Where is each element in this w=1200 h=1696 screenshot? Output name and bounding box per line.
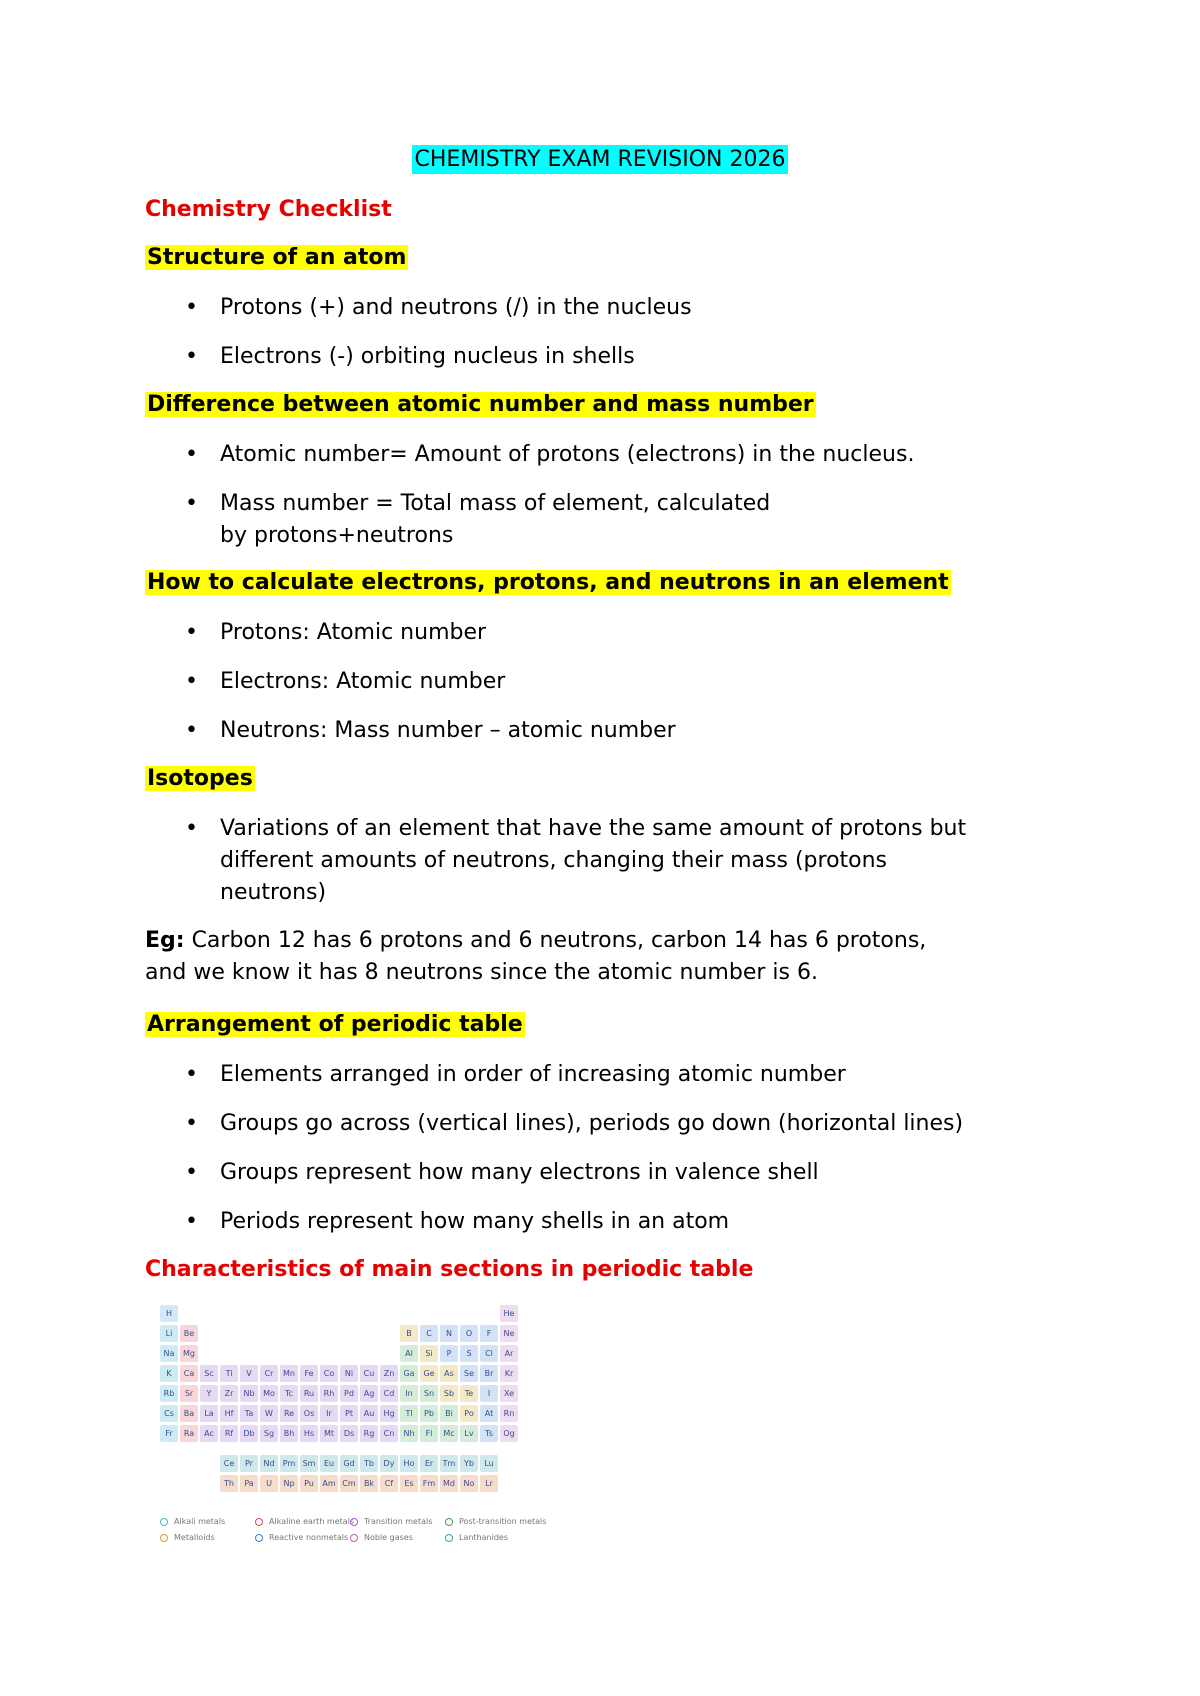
legend-label: Metalloids — [174, 1533, 215, 1542]
element-cell: W — [260, 1405, 278, 1422]
element-cell: Lr — [480, 1475, 498, 1492]
element-cell: N — [440, 1325, 458, 1342]
element-cell: Rb — [160, 1385, 178, 1402]
document-title: CHEMISTRY EXAM REVISION 2026 — [412, 145, 789, 174]
element-cell: Hf — [220, 1405, 238, 1422]
element-cell: Cr — [260, 1365, 278, 1382]
element-cell: Pm — [280, 1455, 298, 1472]
element-cell: Cu — [360, 1365, 378, 1382]
element-cell: B — [400, 1325, 418, 1342]
element-cell: Fm — [420, 1475, 438, 1492]
element-cell: Tc — [280, 1385, 298, 1402]
element-cell: Gd — [340, 1455, 358, 1472]
element-cell: Pu — [300, 1475, 318, 1492]
element-cell: Sg — [260, 1425, 278, 1442]
legend-label: Alkali metals — [174, 1517, 226, 1526]
element-cell: Ni — [340, 1365, 358, 1382]
element-cell: Lu — [480, 1455, 498, 1472]
legend-ring-icon — [160, 1534, 168, 1542]
element-cell: Tl — [400, 1405, 418, 1422]
legend-item — [350, 1517, 432, 1526]
element-cell: Pb — [420, 1405, 438, 1422]
element-cell: Am — [320, 1475, 338, 1492]
element-cell: Sn — [420, 1385, 438, 1402]
element-cell: Br — [480, 1365, 498, 1382]
title-container — [0, 146, 1200, 174]
element-cell: U — [260, 1475, 278, 1492]
element-cell: Si — [420, 1345, 438, 1362]
element-cell: Ti — [220, 1365, 238, 1382]
element-cell: Ar — [500, 1345, 518, 1362]
legend-label: Transition metals — [364, 1517, 433, 1526]
element-cell: Y — [200, 1385, 218, 1402]
element-cell: Nb — [240, 1385, 258, 1402]
element-cell: Pr — [240, 1455, 258, 1472]
element-cell: F — [480, 1325, 498, 1342]
legend-label: Lanthanides — [459, 1533, 508, 1542]
element-cell: Nh — [400, 1425, 418, 1442]
section-heading-calculate: How to calculate electrons, protons, and neutrons in an element — [147, 570, 949, 595]
element-cell: Ra — [180, 1425, 198, 1442]
element-cell: Lv — [460, 1425, 478, 1442]
element-cell: Tm — [440, 1455, 458, 1472]
element-cell: Mg — [180, 1345, 198, 1362]
section-heading-difference: Difference between atomic number and mass number — [147, 392, 814, 417]
element-cell: Cs — [160, 1405, 178, 1422]
element-cell: Ba — [180, 1405, 198, 1422]
legend-label: Alkaline earth metals — [269, 1517, 355, 1526]
element-cell: Fr — [160, 1425, 178, 1442]
element-cell: S — [460, 1345, 478, 1362]
element-cell: C — [420, 1325, 438, 1342]
element-cell: Ne — [500, 1325, 518, 1342]
element-cell: Os — [300, 1405, 318, 1422]
element-cell: Cd — [380, 1385, 398, 1402]
legend-item — [350, 1533, 413, 1542]
element-cell: Tb — [360, 1455, 378, 1472]
element-cell: Cl — [480, 1345, 498, 1362]
element-cell: Yb — [460, 1455, 478, 1472]
element-cell: Kr — [500, 1365, 518, 1382]
element-cell: Md — [440, 1475, 458, 1492]
legend-item — [445, 1517, 546, 1526]
element-cell: I — [480, 1385, 498, 1402]
legend-item — [445, 1533, 508, 1542]
element-cell: Na — [160, 1345, 178, 1362]
element-cell: He — [500, 1305, 518, 1322]
element-cell: Se — [460, 1365, 478, 1382]
element-cell: Rg — [360, 1425, 378, 1442]
legend-label: Noble gases — [364, 1533, 413, 1542]
element-cell: At — [480, 1405, 498, 1422]
element-cell: Es — [400, 1475, 418, 1492]
element-cell: Ce — [220, 1455, 238, 1472]
element-cell: Ts — [480, 1425, 498, 1442]
element-cell: Eu — [320, 1455, 338, 1472]
element-cell: O — [460, 1325, 478, 1342]
legend-ring-icon — [445, 1534, 453, 1542]
legend-label: Post-transition metals — [459, 1517, 547, 1526]
periodic-table-image — [160, 1305, 545, 1550]
element-cell: As — [440, 1365, 458, 1382]
element-cell: Li — [160, 1325, 178, 1342]
element-cell: Fl — [420, 1425, 438, 1442]
element-cell: Ac — [200, 1425, 218, 1442]
legend-item — [255, 1517, 354, 1526]
element-cell: Ho — [400, 1455, 418, 1472]
element-cell: K — [160, 1365, 178, 1382]
element-cell: Al — [400, 1345, 418, 1362]
element-cell: Ca — [180, 1365, 198, 1382]
element-cell: Mn — [280, 1365, 298, 1382]
element-cell: Og — [500, 1425, 518, 1442]
element-cell: Au — [360, 1405, 378, 1422]
checklist-heading: Chemistry Checklist — [145, 197, 392, 222]
element-cell: H — [160, 1305, 178, 1322]
section-heading-arrangement: Arrangement of periodic table — [147, 1012, 523, 1037]
section-heading-characteristics: Characteristics of main sections in periodic table — [145, 1257, 754, 1282]
legend-ring-icon — [255, 1534, 263, 1542]
element-cell: Ta — [240, 1405, 258, 1422]
legend-ring-icon — [255, 1518, 263, 1526]
element-cell: No — [460, 1475, 478, 1492]
element-cell: Sr — [180, 1385, 198, 1402]
element-cell: Mc — [440, 1425, 458, 1442]
element-cell: Xe — [500, 1385, 518, 1402]
element-cell: Dy — [380, 1455, 398, 1472]
element-cell: Cn — [380, 1425, 398, 1442]
element-cell: Rn — [500, 1405, 518, 1422]
element-cell: Mo — [260, 1385, 278, 1402]
element-cell: Re — [280, 1405, 298, 1422]
element-cell: Zn — [380, 1365, 398, 1382]
element-cell: La — [200, 1405, 218, 1422]
element-cell: Ds — [340, 1425, 358, 1442]
element-cell: Bk — [360, 1475, 378, 1492]
element-cell: Bi — [440, 1405, 458, 1422]
element-cell: Ge — [420, 1365, 438, 1382]
example-paragraph: Eg: Carbon 12 has 6 protons and 6 neutrons, carbon 14 has 6 protons, — [145, 928, 927, 953]
element-cell: Zr — [220, 1385, 238, 1402]
element-cell: Rf — [220, 1425, 238, 1442]
element-cell: Fe — [300, 1365, 318, 1382]
legend-item — [160, 1533, 215, 1542]
element-cell: Mt — [320, 1425, 338, 1442]
element-cell: Sc — [200, 1365, 218, 1382]
element-cell: Rh — [320, 1385, 338, 1402]
legend-ring-icon — [350, 1534, 358, 1542]
element-cell: Sm — [300, 1455, 318, 1472]
element-cell: Pt — [340, 1405, 358, 1422]
legend-label: Reactive nonmetals — [269, 1533, 349, 1542]
element-cell: Np — [280, 1475, 298, 1492]
element-cell: Th — [220, 1475, 238, 1492]
element-cell: Er — [420, 1455, 438, 1472]
legend-ring-icon — [445, 1518, 453, 1526]
section-heading-isotopes: Isotopes — [147, 766, 253, 791]
example-paragraph-line2: and we know it has 8 neutrons since the atomic number is 6. — [145, 960, 818, 985]
element-cell: Co — [320, 1365, 338, 1382]
element-cell: Hg — [380, 1405, 398, 1422]
element-cell: Cf — [380, 1475, 398, 1492]
element-cell: Pa — [240, 1475, 258, 1492]
element-cell: Ir — [320, 1405, 338, 1422]
element-cell: Ag — [360, 1385, 378, 1402]
element-cell: In — [400, 1385, 418, 1402]
element-cell: Sb — [440, 1385, 458, 1402]
legend-item — [255, 1533, 348, 1542]
element-cell: Bh — [280, 1425, 298, 1442]
element-cell: V — [240, 1365, 258, 1382]
element-cell: P — [440, 1345, 458, 1362]
element-cell: Be — [180, 1325, 198, 1342]
element-cell: Cm — [340, 1475, 358, 1492]
legend-ring-icon — [160, 1518, 168, 1526]
document-page: CHEMISTRY EXAM REVISION 2026 Chemistry Checklist Structure of an atom • Protons (+) and neutrons (/) in the nucleus • Electrons (-) orbiting nucleus in shells Difference between atomic number and mass number • Atomic number= Amount of protons (electrons) in the nucleus. • Mass number = Total mass of element, calculated by protons+neutrons How to calculate electrons, protons, and neutrons in an element • Protons: Atomic number • Electrons: Atomic number • Neutrons: Mass number – atomic number Isotopes • Variations of an element that have the same amount of protons but different amounts of neutrons, changing their mass (protons neutrons) Eg: Carbon 12 has 6 protons and 6 neutrons, carbon 14 has 6 protons, and we know it has 8 neutrons since the atomic number is 6. Arrangement of periodic table • Elements arranged in order of increasing atomic number • Groups go across (vertical lines), periods go down (horizontal lines) • Groups represent how many electrons in valence shell • Periods represent how many shells in an atom Characteristics of main sections in periodic table H He Li Be B C N O F Ne Na Mg Al Si P S Cl Ar K Ca Sc Ti V Cr Mn Fe Co Ni Cu Zn Ga Ge As Se Br Kr Rb Sr Y Zr Nb Mo Tc Ru Rh Pd Ag Cd In Sn Sb Te I Xe Cs Ba La Hf Ta W Re Os Ir Pt Au Hg Tl Pb Bi Po At Rn Fr Ra Ac Rf Db Sg Bh Hs Mt Ds Rg Cn Nh Fl Mc Lv Ts Og Ce Pr Nd Pm Sm Eu Gd Tb Dy Ho Er Tm Yb Lu Th Pa U Np Pu Am Cm Bk Cf Es Fm Md No Lr Alkali metals Alkaline earth metals Transition metals Post-transition metals Metalloids Reactive nonmetals Noble gases Lanthanides — [0, 0, 1200, 1696]
section-heading-atom: Structure of an atom — [147, 245, 407, 270]
element-cell: Nd — [260, 1455, 278, 1472]
legend-item — [160, 1517, 225, 1526]
legend-ring-icon — [350, 1518, 358, 1526]
element-cell: Db — [240, 1425, 258, 1442]
element-cell: Hs — [300, 1425, 318, 1442]
element-cell: Te — [460, 1385, 478, 1402]
element-cell: Ru — [300, 1385, 318, 1402]
element-cell: Pd — [340, 1385, 358, 1402]
element-cell: Po — [460, 1405, 478, 1422]
element-cell: Ga — [400, 1365, 418, 1382]
